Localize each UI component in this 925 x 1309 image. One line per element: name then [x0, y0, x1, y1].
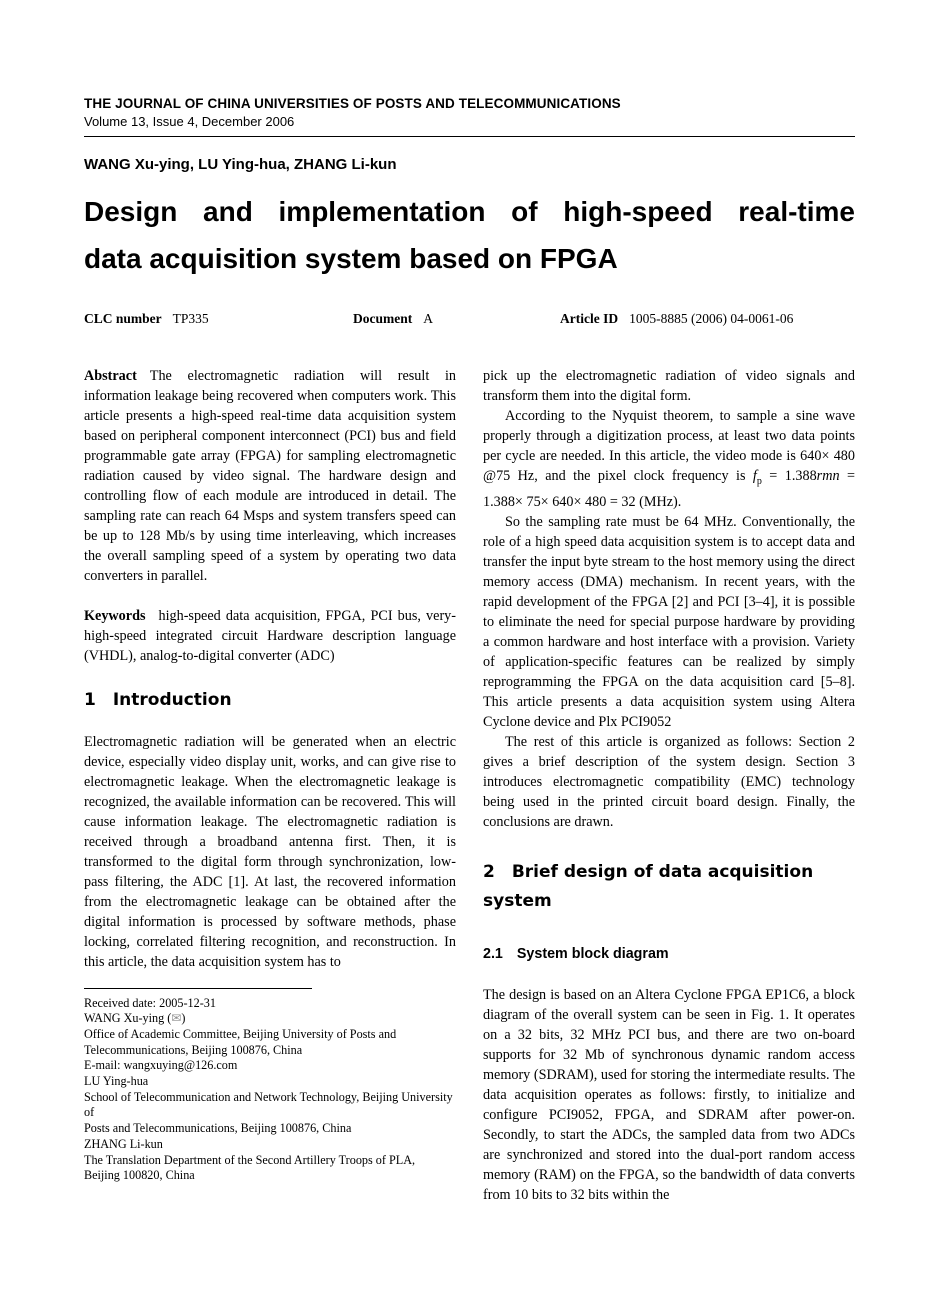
nyquist-text: According to the Nyquist theorem, to sample a sine wave properly through a digitization process, at least two data points per cycle are needed. In this article, the video mode is 640× 480 @75 Hz, and the pixel clock frequency is	[483, 408, 855, 484]
footnote-line: The Translation Department of the Second Artillery Troops of PLA,	[84, 1152, 416, 1167]
nyquist-paragraph	[483, 406, 855, 512]
email-envelope-icon: ✉	[171, 1011, 182, 1026]
keywords-text: high-speed data acquisition, FPGA, PCI bus, very-high-speed integrated circuit Hardware description language (VHDL), analog-to-digital converter (ADC)	[84, 608, 456, 664]
section-1-number: 1	[84, 690, 96, 710]
article-organization-paragraph: The rest of this article is organized as follows: Section 2 gives a brief description of the system design. Section 3 introduces electromagnetic compatibility (EMC) technology being used in the printed circuit board design. Finally, the conclusions are drawn.	[483, 733, 855, 830]
formula-var-rmn: rmn	[816, 468, 840, 484]
system-block-diagram-paragraph: The design is based on an Altera Cyclone FPGA EP1C6, a block diagram of the overall system can be seen in Fig. 1. It operates on a 32 bits, 32 MHz PCI bus, and there are two on-board supports for 32 Mb of synchronous dynamic random access memory (SDRAM), used for storing the intermediate results. The data acquisition operates as follows: firstly, to initialize and configure PCI9052, FPGA, and SDRAM after power-on. Secondly, to start the ADCs, the sampled data from two ADCs are synchronized and stored into the dual-port random access memory (RAM) on the FPGA, so the bandwidth of data converts from 10 bits to 32 bits within the	[483, 986, 855, 1203]
journal-issue-line: Volume 13, Issue 4, December 2006	[84, 114, 295, 129]
section-2-number: 2	[483, 861, 495, 882]
body-paragraph-continuation: pick up the electromagnetic radiation of video signals and transform them into the digital form.	[483, 368, 855, 404]
document-value: A	[423, 311, 433, 326]
section-1-title: Introduction	[112, 690, 232, 710]
keywords-paragraph	[84, 606, 456, 666]
article-id-value: 1005-8885 (2006) 04-0061-06	[629, 311, 794, 326]
clc-number	[84, 311, 353, 327]
section-2-1-number: 2.1	[483, 945, 503, 962]
abstract-text: The electromagnetic radiation will result in information leakage being recovered when computers work. This article presents a high-speed real-time data acquisition system based on peripheral component interconnect (PCI) bus and field programmable gate array (FPGA) for sampling electromagnetic radiation caused by video signal. The hardware design and controlling flow of each module are introduced in detail. The sampling rate can reach 64 Msps and system transfers speed can be up to 128 Mb/s by using time interleaving, which increases the overall sampling speed of a system by operating two data converters in parallel.	[84, 368, 456, 584]
authors-line: WANG Xu-ying, LU Ying-hua, ZHANG Li-kun	[84, 156, 397, 173]
article-meta-row	[84, 311, 855, 327]
journal-name: THE JOURNAL OF CHINA UNIVERSITIES OF POSTS AND TELECOMMUNICATIONS	[84, 96, 621, 111]
right-column	[483, 366, 855, 1203]
section-2-1-title: System block diagram	[516, 945, 669, 962]
running-head	[84, 96, 855, 137]
article-title	[84, 188, 855, 282]
footnote-line: LU Ying-hua	[84, 1074, 149, 1089]
footnote-author-name: WANG Xu-ying (	[84, 1011, 172, 1026]
introduction-paragraph: Electromagnetic radiation will be generated when an electric device, especially video display unit, works, and can give rise to electromagnetic leakage. When the electromagnetic leakage is recognized, the available information can be recovered. This will cause information leakage. The electromagnetic radiation is received through a broadband antenna first. Then, it is transformed to the digital form through synchronization, low-pass filtering, the ADC [1]. At last, the recovered information from the electromagnetic leakage can be obtained after the digital information is processed by software methods, phase locking, correlated filtering recognition, and reconstruction. In this article, the data acquisition system has to	[84, 734, 456, 970]
abstract-paragraph	[84, 366, 456, 586]
footnote-received-date: Received date: 2005-12-31	[84, 995, 216, 1010]
keywords-label: Keywords	[84, 608, 146, 624]
clc-value: TP335	[172, 311, 209, 326]
footnote-line: Telecommunications, Beijing 100876, China	[84, 1042, 303, 1057]
footnote-line: Office of Academic Committee, Beijing University of Posts and	[84, 1026, 397, 1041]
section-2-heading	[483, 858, 855, 916]
section-2-1-heading	[483, 944, 855, 964]
formula-tail: = 1.388× 75× 640× 480 = 32 (MHz).	[483, 468, 855, 510]
formula-sub-p: p	[756, 475, 762, 487]
section-2-title: Brief design of data acquisition system	[483, 861, 814, 911]
article-title-line1: Design and implementation of high-speed real-time	[84, 196, 855, 227]
footnote-line: Beijing 100820, China	[84, 1168, 195, 1183]
article-id	[560, 311, 793, 327]
document-label: Document	[353, 311, 413, 326]
section-1-heading	[84, 689, 456, 711]
article-id-label: Article ID	[560, 311, 619, 326]
footnote-corresponding-author	[84, 1011, 456, 1027]
footnote-line: Posts and Telecommunications, Beijing 100876, China	[84, 1121, 352, 1136]
formula-var-f: f	[752, 468, 757, 484]
footnote-divider	[84, 988, 312, 989]
document-code	[353, 311, 560, 327]
two-column-body	[84, 366, 855, 1203]
footnote-block	[84, 988, 456, 1184]
sampling-rate-paragraph: So the sampling rate must be 64 MHz. Conventionally, the role of a high speed data acquisition system is to accept data and transfer the input byte stream to the host memory using the direct memory access (DMA) mechanism. In recent years, with the rapid development of the FPGA [2] and PCI [3–4], it is possible to eliminate the need for special purpose hardware by providing a common hardware and host interface with a provision. Variety of application-specific features can be realized by simply reprogramming the FPGA on the data acquisition card [5–8]. This article presents a data acquisition system using Altera Cyclone device and Plx PCI9052	[483, 513, 855, 730]
footnote-email-line: E-mail: wangxuying@126.com	[84, 1058, 238, 1073]
clc-label: CLC number	[84, 311, 162, 326]
header-divider	[84, 136, 855, 137]
footnote-line: ZHANG Li-kun	[84, 1136, 163, 1151]
article-title-line2: data acquisition system based on FPGA	[84, 243, 618, 274]
formula-mid: = 1.388	[761, 468, 817, 484]
left-column	[84, 366, 456, 1184]
footnote-line: School of Telecommunication and Network Technology, Beijing University of	[84, 1089, 453, 1120]
abstract-label: Abstract	[84, 368, 137, 384]
footnote-author-name-close: )	[181, 1011, 186, 1026]
